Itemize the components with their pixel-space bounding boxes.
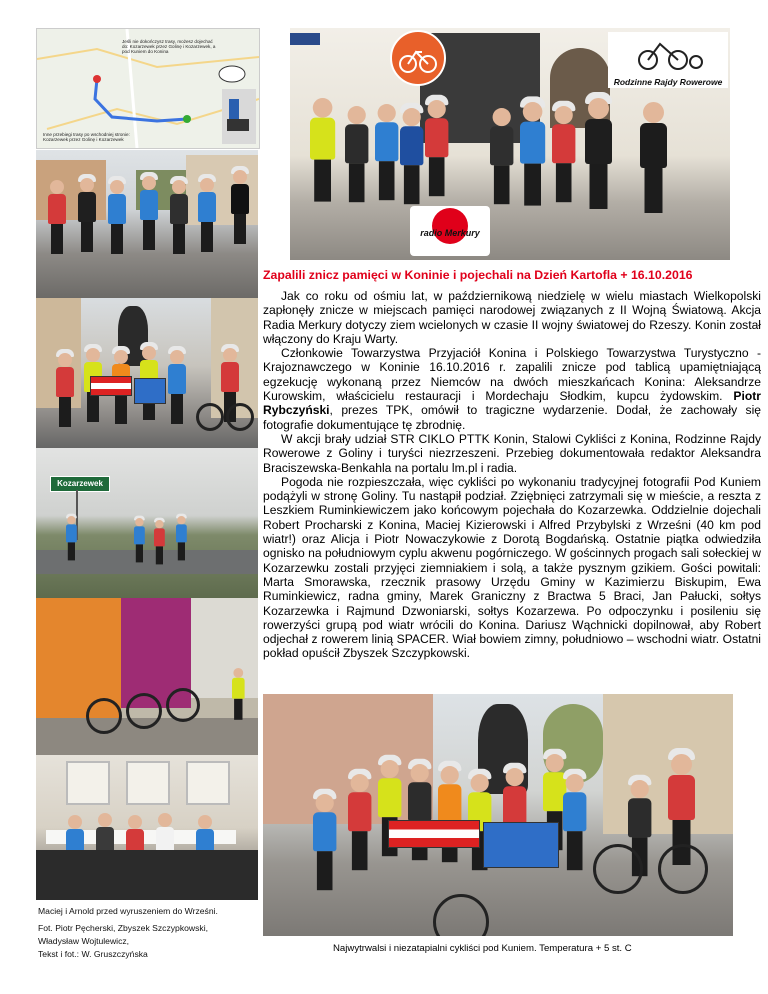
rajdy-logo bbox=[608, 32, 728, 88]
article-paragraph-1: Jak co roku od ośmiu lat, w październikową niedzielę w wielu miastach Wielkopolski zapłonęły znicze w miejscach pamięci narodowej związanych z II Wojną Światową. Akcja Radia Merkury dotyczy ziem wcielonych w czasie II wojny światowej do Rzeszy. Konin został włączony do Kraju Warty. bbox=[263, 289, 761, 346]
credits-line-4: Tekst i fot.: W. Gruszczyńska bbox=[38, 949, 148, 959]
map-note-bottom: Inne przebiegi trasy po wschodniej stronie: Kozarzewek przez Golinę i Kozarzewek bbox=[43, 132, 130, 143]
article-title: Zapalili znicz pamięci w Koninie i pojechali na Dzień Kartofla + 16.10.2016 bbox=[263, 268, 693, 282]
article-body bbox=[263, 289, 761, 661]
map-note-top: Jeśli nie dokończysz trasy, możesz dojechać do: Kozarzewek przez Golinę i Kozarzewek, a pod Kuniem do Konina bbox=[122, 39, 216, 55]
article-paragraph-4: Pogoda nie rozpieszczała, więc cykliści po wykonaniu tradycyjnej fotografii Pod Kuniem podążyli w stronę Goliny. Tu nastąpił podział. Zziębnięci zatrzymali się w mieście, a reszta z Leszkiem Ruminkiewiczem jako końcowym pojechała do Kozarzewka. Oddzielnie dojechali Robert Procharski z Konina, Maciej Kizierowski i Alfred Przybylski z Wrześni (40 km pod wiatr!) oraz Alicja i Piotr Nowaczykowie z Dorotą Bogdańską. Ostatnie piątka odwiedziła ognisko na południowym cyplu akwenu pogórniczego. W gościnnych progach sali sołeckiej w Kozarzewku zostali przyjęci ziemniakiem i solą, a także pysznym gzikiem. Gości powitali: Marta Smorawska, rzecznik prasowy Urzędu Gminy w Kazimierzu Biskupim, Ewa Ruminkiewicz, radna gminy, Marek Graniczny z Bractwa 5 Braci, Jan Pałucki, sołtys Kozarzewka i Rajmund Dzwoniarski, sołtys Kozarzewa. Po odpoczynku i posileniu się rowerzyści grupą pod wiatr wrócili do Konina. Dariusz Wąchnicki dopilnował, aby Robert odjechał z rowerem linią SPACER. Wiał bowiem zimny, południowo – wschodni wiatr. Ostatni pokład opuścił Zbyszek Szczypkowski. bbox=[263, 474, 761, 661]
radio-logo-text: radio Merkury bbox=[420, 228, 480, 238]
photo-memorial-plaque bbox=[290, 28, 730, 260]
bottom-photo-caption: Najwytrwalsi i niezatapialni cykliści pod Kuniem. Temperatura + 5 st. C bbox=[333, 943, 632, 954]
photo-street-group bbox=[36, 150, 258, 298]
credits-line-2: Fot. Piotr Pęcherski, Zbyszek Szczypkowski, bbox=[38, 923, 209, 933]
article-person-name: Piotr Rybczyński bbox=[263, 389, 761, 418]
credits-line-1: Maciej i Arnold przed wyruszeniem do Wrześni. bbox=[38, 906, 218, 916]
photo-kozarzewek-road bbox=[36, 448, 258, 598]
photo-hall-interior bbox=[36, 755, 258, 900]
article-paragraph-2 bbox=[263, 346, 761, 432]
cycling-logo bbox=[390, 30, 446, 86]
rajdy-logo-text: Rodzinne Rajdy Rowerowe bbox=[613, 77, 723, 87]
photo-group-pod-kuniem bbox=[263, 694, 733, 936]
radio-merkury-logo bbox=[410, 206, 490, 256]
article-paragraph-2-part-a: Członkowie Towarzystwa Przyjaciół Konina i Polskiego Towarzystwa Turystyczno - Krajoznawczego w Koninie 16.10.2016 r. zapalili znicze pod tablicą upamiętniającą egzekucję wykonaną przez Niemców na dwóch mieszkańcach Konina: Aleksandrze Kurowskim, właścicielu restauracji i Mordechaju Słodkim, kupcu żydowskim. bbox=[263, 346, 761, 404]
route-map-image bbox=[36, 28, 260, 149]
photo-bikes-parked bbox=[36, 598, 258, 755]
street-sign-label: Kozarzewek bbox=[57, 479, 103, 488]
article-paragraph-2-part-b: , prezes TPK, omówił to tragiczne wydarzenie. Dodał, że zachowały się fotografie dokumentujące tę zbrodnię. bbox=[263, 403, 761, 432]
photo-credits bbox=[38, 905, 258, 961]
article-paragraph-3: W akcji brały udział STR CIKLO PTTK Konin, Stalowi Cykliści z Konina, Rodzinne Rajdy Rowerowe z Goliny i turyści niezrzeszeni. Przebieg dokumentowała redaktor Aleksandra Braciszewska-Benkahla na portalu lm.pl i radia. bbox=[263, 431, 761, 475]
bicycle-icon bbox=[392, 32, 444, 84]
credits-line-3: Władysław Wojtulewicz, bbox=[38, 936, 130, 946]
photo-horse-statue bbox=[36, 298, 258, 448]
family-cyclists-icon bbox=[608, 32, 728, 72]
radio-logo-circle-icon bbox=[432, 208, 468, 244]
